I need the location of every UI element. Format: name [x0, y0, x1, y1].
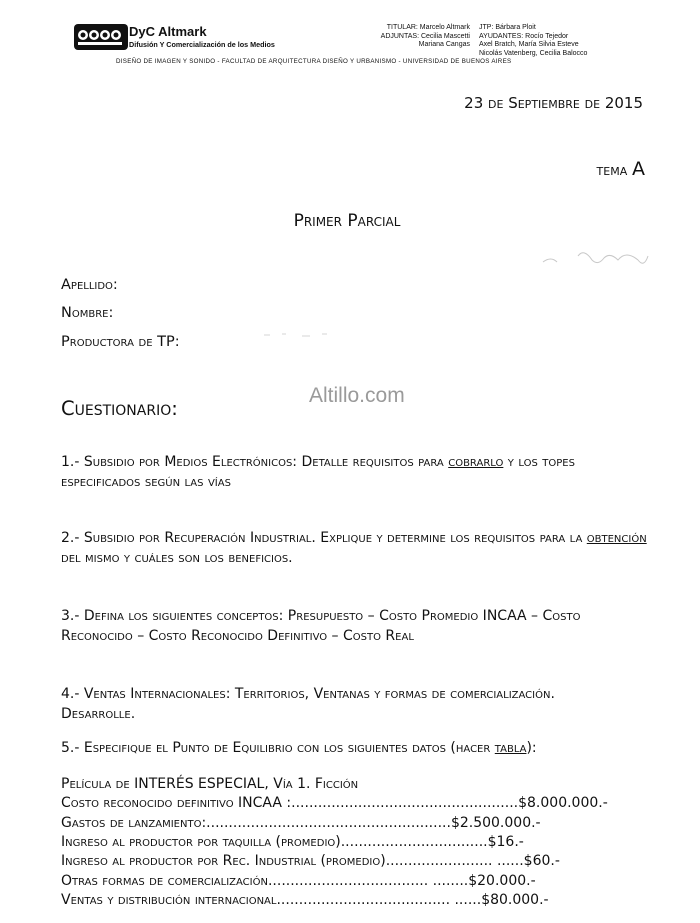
q3-line-1: 3.- Defina los siguientes conceptos: Presupuesto – Costo Promedio INCAA – Costo — [61, 608, 581, 624]
row-leader: ........................ ...... — [385, 853, 524, 869]
row-value: $20.000.- — [468, 873, 536, 889]
staff-ayudantes-2: Axel Bratch, María Silvia Esteve — [479, 41, 579, 48]
q2-text-b: del mismo y cuáles son los beneficios. — [61, 550, 293, 566]
data-row — [61, 834, 524, 850]
row-label: Otras formas de comercialización — [61, 873, 268, 889]
q5-text-a: 5.- Especifique el Punto de Equilibrio con los siguientes datos (hacer — [61, 740, 495, 756]
question-5 — [61, 738, 651, 758]
q2-underlined: obtención — [586, 530, 647, 546]
tema-label — [597, 158, 645, 180]
staff-titular: TITULAR: Marcelo Altmark — [386, 24, 470, 31]
q1-text-b: y los topes especificados según las vías — [61, 454, 575, 490]
exam-date: 23 de Septiembre de 2015 — [464, 94, 643, 112]
q1-text-a: 1.- Subsidio por Medios Electrónicos: Detalle requisitos para — [61, 454, 449, 470]
tema-word: tema — [596, 161, 628, 179]
logo-title: DyC Altmark — [129, 24, 207, 39]
question-3 — [61, 606, 651, 646]
row-value: $16.- — [487, 834, 524, 850]
watermark: Altillo.com — [309, 384, 405, 407]
question-4 — [61, 684, 651, 724]
row-label: Ingreso al productor por Rec. Industrial (promedio) — [61, 853, 386, 869]
data-row — [61, 795, 608, 811]
row-leader: ....................................................... — [206, 815, 451, 831]
q5-text-b: ): — [526, 740, 537, 756]
q4-line-1: 4.- Ventas Internacionales: Territorios, Ventanas y formas de comercialización. — [61, 686, 555, 702]
q5-underlined: tabla — [494, 740, 527, 756]
row-value: $8.000.000.- — [518, 795, 608, 811]
productora-label: Productora de TP: — [61, 334, 180, 350]
row-leader: ....................................... ...... — [276, 892, 482, 908]
staff-ayudantes-3: Nicolás Vatenberg, Cecilia Balocco — [479, 49, 588, 57]
row-label: Ventas y distribución internacional — [61, 892, 277, 908]
staff-list-right — [479, 24, 587, 58]
page-title-text: Primer Parcial — [293, 211, 401, 231]
data-row — [61, 853, 560, 869]
data-row — [61, 815, 541, 831]
data-row — [61, 873, 536, 889]
dyc-logo-icon — [74, 24, 128, 50]
data-row — [61, 892, 549, 908]
q1-underlined: cobrarlo — [448, 454, 504, 470]
q2-text-a: 2.- Subsidio por Recuperación Industrial. Explique y determine los requisitos para la — [61, 530, 587, 546]
film-header: Película de INTERÉS ESPECIAL, Vía 1. Ficción — [61, 776, 359, 792]
row-label: Costo reconocido definitivo INCAA : — [61, 795, 292, 811]
staff-jtp: JTP: Bárbara Ploit — [479, 24, 536, 31]
question-1 — [61, 452, 651, 492]
q4-line-2: Desarrolle. — [61, 706, 136, 722]
row-leader: .................................... ........ — [267, 873, 469, 889]
row-leader: ................................. — [340, 834, 488, 850]
row-leader: ................................................... — [291, 795, 519, 811]
cuestionario-heading: Cuestionario: — [61, 397, 178, 420]
apellido-label: Apellido: — [61, 277, 118, 293]
tema-letter: A — [632, 158, 645, 180]
staff-adjuntas: ADJUNTAS: Cecilia Mascetti — [380, 32, 470, 40]
row-label: Gastos de lanzamiento: — [61, 815, 207, 831]
q3-line-2: Reconocido – Costo Reconocido Definitivo – Costo Real — [61, 628, 414, 644]
staff-ayudantes: AYUDANTES: Rocío Tejedor — [479, 32, 569, 40]
nombre-label: Nombre: — [61, 305, 114, 321]
staff-adjunta-2: Mariana Cangas — [418, 41, 470, 48]
question-2 — [61, 528, 651, 568]
smudge-icon — [262, 325, 342, 335]
row-value: $60.- — [523, 853, 560, 869]
staff-list-left — [355, 24, 470, 50]
pencil-mark-icon — [538, 228, 698, 278]
faculty-line: DISEÑO DE IMAGEN Y SONIDO - FACULTAD DE ARQUITECTURA DISEÑO Y URBANISMO - UNIVERSIDAD DE BUENOS AIRES — [116, 58, 512, 65]
logo-subtitle: Difusión Y Comercialización de los Medios — [129, 40, 275, 49]
row-label: Ingreso al productor por taquilla (promedio) — [61, 834, 341, 850]
row-value: $80.000.- — [481, 892, 549, 908]
row-value: $2.500.000.- — [450, 815, 541, 831]
